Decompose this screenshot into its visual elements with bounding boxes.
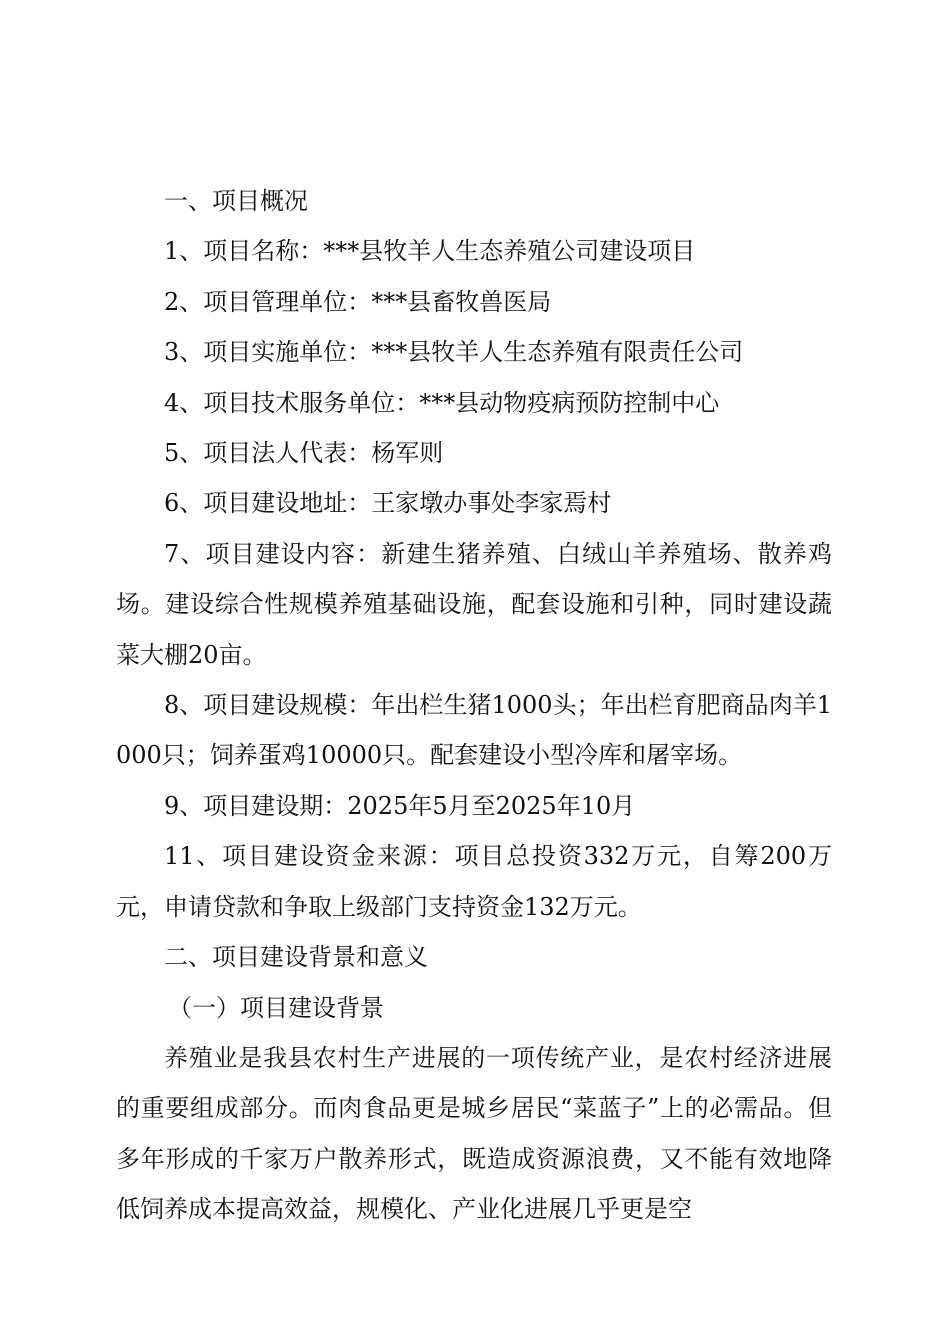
legal-representative-item: 5、项目法人代表：杨军则	[164, 439, 444, 468]
construction-period-item: 9、项目建设期：2025年5月至2025年10月	[164, 791, 636, 820]
construction-address-item: 6、项目建设地址：王家墩办事处李家焉村	[164, 489, 612, 518]
construction-content-item: 7、项目建设内容：新建生猪养殖、白绒山羊养殖场、散养鸡场。建设综合性规模养殖基础设施，配套设施和引种，同时建设蔬菜大棚20亩。	[116, 539, 832, 669]
section-heading-background: 二、项目建设背景和意义	[164, 943, 428, 972]
background-body-paragraph: 养殖业是我县农村生产进展的一项传统产业，是农村经济进展的重要组成部分。而肉食品更是城乡居民“菜蓝子”上的必需品。但多年形成的千家万户散养形式，既造成资源浪费，又不能有效地降低饲养成本提高效益，规模化、产业化进展几乎更是空	[116, 1043, 832, 1224]
implementation-unit-item: 3、项目实施单位：***县牧羊人生态养殖有限责任公司	[164, 338, 744, 367]
subsection-heading-background: （一）项目建设背景	[168, 993, 384, 1022]
document-body	[116, 176, 832, 1235]
project-name-item: 1、项目名称：***县牧羊人生态养殖公司建设项目	[164, 237, 696, 266]
funding-source-item: 11、项目建设资金来源：项目总投资332万元，自筹200万元，申请贷款和争取上级部门支持资金132万元。	[116, 842, 832, 921]
construction-scale-item: 8、项目建设规模：年出栏生猪1000头；年出栏育肥商品肉羊1000只；饲养蛋鸡10000只。配套建设小型冷库和屠宰场。	[116, 691, 832, 770]
section-heading-overview: 一、项目概况	[164, 187, 308, 215]
management-unit-item: 2、项目管理单位：***县畜牧兽医局	[164, 287, 552, 316]
technical-service-unit-item: 4、项目技术服务单位：***县动物疫病预防控制中心	[164, 388, 720, 417]
